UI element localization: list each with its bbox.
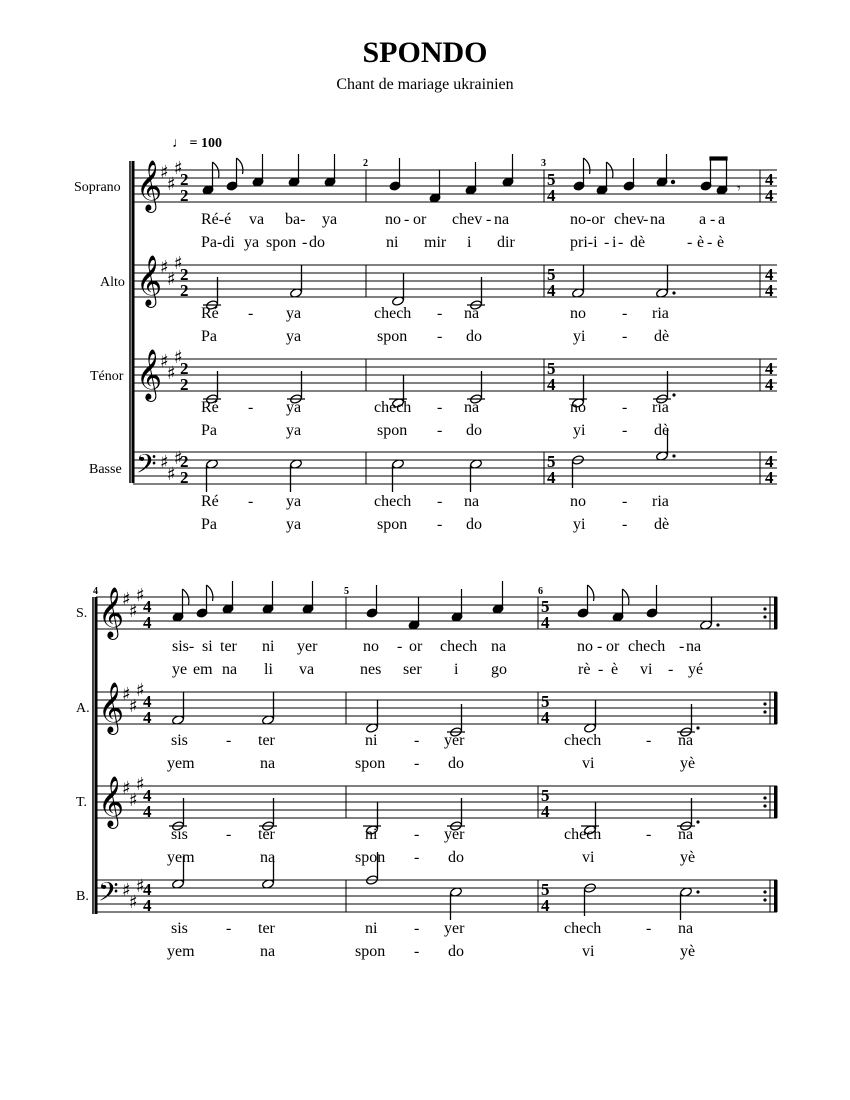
lyric-syllable: Ré	[201, 399, 219, 416]
lyric-syllable: sis	[171, 826, 188, 843]
lyric-syllable: na	[464, 399, 480, 416]
lyric-syllable: chech	[628, 638, 666, 655]
svg-text:♯: ♯	[160, 351, 169, 372]
lyric-syllable: na	[464, 493, 480, 510]
lyrics-soprano	[172, 638, 703, 678]
time-sig-top: 5	[547, 359, 556, 378]
lyric-syllable: ba-	[285, 211, 306, 228]
lyric-syllable: yem	[167, 849, 195, 866]
lyric-syllable: spon	[377, 422, 408, 439]
key-signature-icon	[122, 680, 145, 717]
lyric-syllable: ni	[365, 732, 378, 749]
lyric-syllable: -	[414, 755, 420, 772]
lyric-syllable: spon	[355, 755, 386, 772]
lyric-syllable: -	[597, 638, 603, 655]
lyric-syllable: dè	[654, 422, 670, 439]
lyric-syllable: Pa-di	[201, 234, 235, 251]
bass-clef-icon: 𝄢	[136, 448, 157, 486]
part-label-soprano: Soprano	[74, 180, 121, 195]
lyrics-tenor	[167, 826, 695, 866]
svg-text:♯: ♯	[122, 684, 131, 705]
time-sig-top: 4	[765, 265, 774, 284]
part-label-tenor: T.	[76, 795, 88, 810]
time-sig-top: 5	[541, 880, 550, 899]
lyric-syllable: yè	[680, 849, 696, 866]
lyric-syllable: na	[686, 638, 702, 655]
lyric-syllable: Ré	[201, 305, 219, 322]
lyric-syllable: -	[643, 211, 649, 228]
lyric-syllable: -	[710, 211, 716, 228]
treble-clef-icon: 𝄞	[136, 160, 163, 211]
lyric-syllable: do	[466, 516, 482, 533]
lyric-syllable: spon	[377, 516, 408, 533]
lyric-syllable: -	[486, 211, 492, 228]
lyric-syllable: spon	[355, 849, 386, 866]
lyric-syllable: Ré-é	[201, 211, 232, 228]
lyrics-soprano	[201, 211, 725, 251]
lyric-syllable: -	[397, 638, 403, 655]
lyric-syllable: va	[249, 211, 265, 228]
key-signature-icon	[122, 774, 145, 811]
lyric-syllable: dè	[654, 516, 670, 533]
lyrics-alto	[201, 305, 669, 345]
lyric-syllable: vi	[582, 849, 595, 866]
svg-text:♯: ♯	[136, 876, 145, 897]
time-sig-bottom: 4	[765, 375, 774, 394]
key-signature-icon	[122, 585, 145, 622]
part-label-bass: Basse	[89, 462, 122, 477]
lyric-syllable: -	[622, 422, 628, 439]
lyric-syllable: yi	[573, 516, 586, 533]
lyric-syllable: or	[413, 211, 427, 228]
lyric-syllable: ria	[652, 399, 669, 416]
treble-clef-icon: 𝄞	[98, 776, 125, 827]
lyric-syllable: -	[226, 920, 232, 937]
lyric-syllable: dir	[497, 234, 515, 251]
lyric-syllable: do	[466, 422, 482, 439]
eighth-rest-icon: 𝄾	[737, 181, 741, 197]
lyric-syllable: -	[437, 422, 443, 439]
lyric-syllable: or	[606, 638, 620, 655]
lyric-syllable: ter	[220, 638, 237, 655]
lyric-syllable: è	[611, 661, 619, 678]
lyric-syllable: -	[414, 826, 420, 843]
lyric-syllable: no	[570, 399, 586, 416]
time-sig-bottom: 4	[547, 375, 556, 394]
lyric-syllable: -	[646, 732, 652, 749]
lyric-syllable: ria	[652, 305, 669, 322]
time-sig-bottom: 4	[547, 468, 556, 487]
lyric-syllable: na	[222, 661, 238, 678]
part-label-bass: B.	[76, 889, 89, 904]
treble-clef-icon: 𝄞	[98, 682, 125, 733]
lyric-syllable: do	[309, 234, 325, 251]
measure-number: 5	[344, 586, 349, 597]
lyric-syllable: yer	[444, 826, 465, 843]
time-sig-top: 5	[541, 597, 550, 616]
lyric-syllable: i	[612, 234, 617, 251]
time-sig-bottom: 4	[143, 613, 152, 632]
staff-tenor	[76, 774, 778, 866]
lyric-syllable: spon	[266, 234, 297, 251]
svg-text:♯: ♯	[160, 452, 169, 473]
svg-text:♯: ♯	[174, 253, 183, 274]
lyric-syllable: na	[678, 920, 694, 937]
time-sig-top: 4	[143, 692, 152, 711]
lyric-syllable: Pa	[201, 516, 217, 533]
lyric-syllable: chech	[374, 399, 412, 416]
part-label-alto: Alto	[100, 275, 125, 290]
lyric-syllable: ni	[262, 638, 275, 655]
lyric-syllable: -	[226, 732, 232, 749]
lyric-syllable: or	[409, 638, 423, 655]
tempo-marking: ♩ = 100	[172, 136, 222, 151]
time-sig-top: 2	[180, 265, 189, 284]
lyric-syllable: -	[679, 638, 685, 655]
lyric-syllable: chech	[374, 493, 412, 510]
staff-alto	[76, 680, 778, 772]
lyric-syllable: ye	[172, 661, 188, 678]
lyric-syllable: sis	[171, 920, 188, 937]
time-sig-top: 4	[143, 597, 152, 616]
lyric-syllable: -	[646, 826, 652, 843]
lyric-syllable: na	[650, 211, 666, 228]
lyric-syllable: Pa	[201, 328, 217, 345]
treble-clef-icon: 𝄞	[136, 349, 163, 400]
lyric-syllable: dè	[654, 328, 670, 345]
lyric-syllable: ni	[386, 234, 399, 251]
lyric-syllable: -	[622, 328, 628, 345]
lyric-syllable: yem	[167, 943, 195, 960]
treble-clef-icon: 𝄞	[98, 587, 125, 638]
lyric-syllable: na	[260, 943, 276, 960]
staff-tenor	[90, 347, 777, 439]
lyric-syllable: yer	[444, 732, 465, 749]
svg-text:♯: ♯	[129, 790, 138, 811]
lyric-syllable: na	[464, 305, 480, 322]
staff-bass	[76, 852, 778, 960]
lyric-syllable: ser	[403, 661, 422, 678]
lyric-syllable: na	[260, 849, 276, 866]
lyrics-alto	[167, 732, 695, 772]
time-sig-bottom: 4	[547, 186, 556, 205]
lyric-syllable: no	[385, 211, 401, 228]
svg-text:♯: ♯	[122, 589, 131, 610]
svg-text:♯: ♯	[174, 347, 183, 368]
lyric-syllable: -	[646, 920, 652, 937]
time-sig-bottom: 2	[180, 186, 189, 205]
svg-text:♯: ♯	[167, 174, 176, 195]
time-sig-top: 4	[765, 452, 774, 471]
time-sig-top: 5	[541, 786, 550, 805]
part-label-tenor: Ténor	[90, 369, 124, 384]
time-sig-bottom: 4	[143, 708, 152, 727]
lyric-syllable: no-or	[570, 211, 605, 228]
lyric-syllable: a	[718, 211, 726, 228]
lyric-syllable: ya	[322, 211, 338, 228]
time-sig-bottom: 4	[541, 802, 550, 821]
lyric-syllable: yer	[444, 920, 465, 937]
lyric-syllable: no	[577, 638, 593, 655]
lyric-syllable: chev	[452, 211, 483, 228]
lyric-syllable: rè	[578, 661, 591, 678]
lyric-syllable: chech	[440, 638, 478, 655]
lyric-syllable: è	[697, 234, 705, 251]
svg-text:♯: ♯	[136, 680, 145, 701]
lyric-syllable: -	[598, 661, 604, 678]
lyric-syllable: -	[622, 399, 628, 416]
svg-text:♯: ♯	[167, 269, 176, 290]
lyric-syllable: na	[494, 211, 510, 228]
lyric-syllable: yè	[680, 755, 696, 772]
lyric-syllable: -	[622, 305, 628, 322]
time-sig-bottom: 4	[541, 613, 550, 632]
time-sig-top: 5	[547, 265, 556, 284]
lyric-syllable: -	[226, 826, 232, 843]
lyric-syllable: vi	[582, 943, 595, 960]
lyric-syllable: -	[687, 234, 693, 251]
lyric-syllable: sis	[171, 732, 188, 749]
bass-clef-icon: 𝄢	[98, 876, 119, 914]
lyric-syllable: -	[404, 211, 410, 228]
time-sig-top: 5	[547, 170, 556, 189]
svg-text:♯: ♯	[129, 601, 138, 622]
lyric-syllable: -	[437, 305, 443, 322]
measure-number: 6	[538, 586, 543, 597]
staff-bass	[89, 428, 777, 533]
lyric-syllable: pri-i	[570, 234, 598, 251]
lyric-syllable: yi	[573, 422, 586, 439]
svg-text:♯: ♯	[160, 257, 169, 278]
lyric-syllable: -	[437, 399, 443, 416]
lyric-syllable: -	[707, 234, 713, 251]
lyric-syllable: a	[699, 211, 707, 228]
lyric-syllable: na	[678, 826, 694, 843]
time-sig-bottom: 4	[541, 896, 550, 915]
measure-number: 3	[541, 158, 546, 169]
lyric-syllable: i	[467, 234, 472, 251]
lyric-syllable: -	[604, 234, 610, 251]
svg-text:♯: ♯	[122, 778, 131, 799]
time-sig-top: 4	[143, 786, 152, 805]
svg-text:♯: ♯	[167, 363, 176, 384]
time-sig-top: 5	[547, 452, 556, 471]
treble-clef-icon: 𝄞	[136, 255, 163, 306]
lyric-syllable: do	[448, 755, 464, 772]
lyric-syllable: chev	[614, 211, 645, 228]
lyric-syllable: no	[570, 305, 586, 322]
time-sig-top: 4	[765, 359, 774, 378]
time-sig-top: 2	[180, 170, 189, 189]
lyric-syllable: ya	[286, 493, 302, 510]
lyric-syllable: Pa	[201, 422, 217, 439]
time-sig-bottom: 4	[765, 186, 774, 205]
part-label-alto: A.	[76, 701, 90, 716]
time-sig-bottom: 4	[143, 896, 152, 915]
lyric-syllable: ria	[652, 493, 669, 510]
lyric-syllable: -	[414, 920, 420, 937]
time-sig-bottom: 2	[180, 468, 189, 487]
lyrics-bass	[167, 920, 695, 960]
lyric-syllable: -	[414, 849, 420, 866]
lyric-syllable: -	[618, 234, 624, 251]
lyric-syllable: chech	[564, 732, 602, 749]
lyric-syllable: ya	[286, 328, 302, 345]
lyric-syllable: chech	[564, 920, 602, 937]
svg-text:♯: ♯	[136, 774, 145, 795]
lyric-syllable: ter	[258, 732, 275, 749]
lyric-syllable: i	[454, 661, 459, 678]
measure-number: 4	[93, 586, 98, 597]
svg-text:♯: ♯	[174, 448, 183, 469]
lyric-syllable: mir	[424, 234, 447, 251]
time-sig-bottom: 2	[180, 281, 189, 300]
lyric-syllable: -	[668, 661, 674, 678]
lyric-syllable: -	[437, 516, 443, 533]
time-sig-bottom: 4	[765, 468, 774, 487]
score-subtitle: Chant de mariage ukrainien	[336, 76, 514, 93]
time-sig-top: 2	[180, 452, 189, 471]
time-sig-bottom: 2	[180, 375, 189, 394]
lyric-syllable: nes	[360, 661, 382, 678]
svg-text:♯: ♯	[174, 158, 183, 179]
svg-text:♯: ♯	[136, 585, 145, 606]
lyric-syllable: va	[299, 661, 315, 678]
lyric-syllable: ni	[365, 920, 378, 937]
lyric-syllable: do	[448, 943, 464, 960]
lyric-syllable: na	[678, 732, 694, 749]
time-sig-top: 4	[765, 170, 774, 189]
time-sig-bottom: 4	[547, 281, 556, 300]
key-signature-icon	[122, 876, 145, 913]
measure-number: 2	[363, 158, 368, 169]
lyric-syllable: ya	[286, 305, 302, 322]
time-sig-bottom: 4	[541, 708, 550, 727]
lyric-syllable: -	[414, 943, 420, 960]
lyric-syllable: -	[437, 493, 443, 510]
lyric-syllable: go	[491, 661, 507, 678]
lyric-syllable: ya	[286, 422, 302, 439]
lyric-syllable: ter	[258, 920, 275, 937]
staff-soprano	[74, 154, 777, 251]
time-sig-bottom: 4	[765, 281, 774, 300]
lyric-syllable: è	[717, 234, 725, 251]
lyric-syllable: ya	[286, 399, 302, 416]
lyric-syllable: -	[622, 493, 628, 510]
lyric-syllable: dè	[630, 234, 646, 251]
system-2	[76, 581, 778, 960]
lyric-syllable: ya	[286, 516, 302, 533]
lyric-syllable: spon	[355, 943, 386, 960]
time-sig-top: 2	[180, 359, 189, 378]
lyric-syllable: do	[466, 328, 482, 345]
svg-text:♯: ♯	[167, 464, 176, 485]
lyric-syllable: chech	[374, 305, 412, 322]
lyric-syllable: vi	[582, 755, 595, 772]
time-sig-top: 5	[541, 692, 550, 711]
staff-soprano	[76, 581, 778, 678]
system-1	[74, 154, 777, 533]
lyric-syllable: do	[448, 849, 464, 866]
lyric-syllable: yè	[680, 943, 696, 960]
lyric-syllable: ya	[244, 234, 260, 251]
lyrics-tenor	[201, 399, 669, 439]
svg-text:♯: ♯	[129, 696, 138, 717]
lyric-syllable: ter	[258, 826, 275, 843]
lyric-syllable: Ré	[201, 493, 219, 510]
lyric-syllable: -	[248, 493, 254, 510]
lyric-syllable: sis-	[172, 638, 195, 655]
lyric-syllable: -	[302, 234, 308, 251]
lyric-syllable: em	[193, 661, 213, 678]
lyric-syllable: si	[202, 638, 213, 655]
lyrics-bass	[201, 493, 669, 533]
staff-alto	[100, 253, 777, 345]
part-label-soprano: S.	[76, 606, 88, 621]
lyric-syllable: chech	[564, 826, 602, 843]
lyric-syllable: ni	[365, 826, 378, 843]
lyric-syllable: yé	[688, 661, 704, 678]
lyric-syllable: -	[437, 328, 443, 345]
lyric-syllable: -	[622, 516, 628, 533]
lyric-syllable: spon	[377, 328, 408, 345]
lyric-syllable: no	[363, 638, 379, 655]
svg-text:♯: ♯	[122, 880, 131, 901]
svg-text:♯: ♯	[160, 162, 169, 183]
lyric-syllable: -	[248, 305, 254, 322]
lyric-syllable: yi	[573, 328, 586, 345]
svg-text:♯: ♯	[129, 892, 138, 913]
lyric-syllable: yem	[167, 755, 195, 772]
score-title: SPONDO	[362, 36, 488, 69]
lyric-syllable: na	[260, 755, 276, 772]
lyric-syllable: vi	[640, 661, 653, 678]
lyric-syllable: -	[414, 732, 420, 749]
time-sig-bottom: 4	[143, 802, 152, 821]
lyric-syllable: no	[570, 493, 586, 510]
lyric-syllable: -	[248, 399, 254, 416]
lyric-syllable: yer	[297, 638, 318, 655]
lyric-syllable: li	[264, 661, 273, 678]
time-sig-top: 4	[143, 880, 152, 899]
lyric-syllable: na	[491, 638, 507, 655]
